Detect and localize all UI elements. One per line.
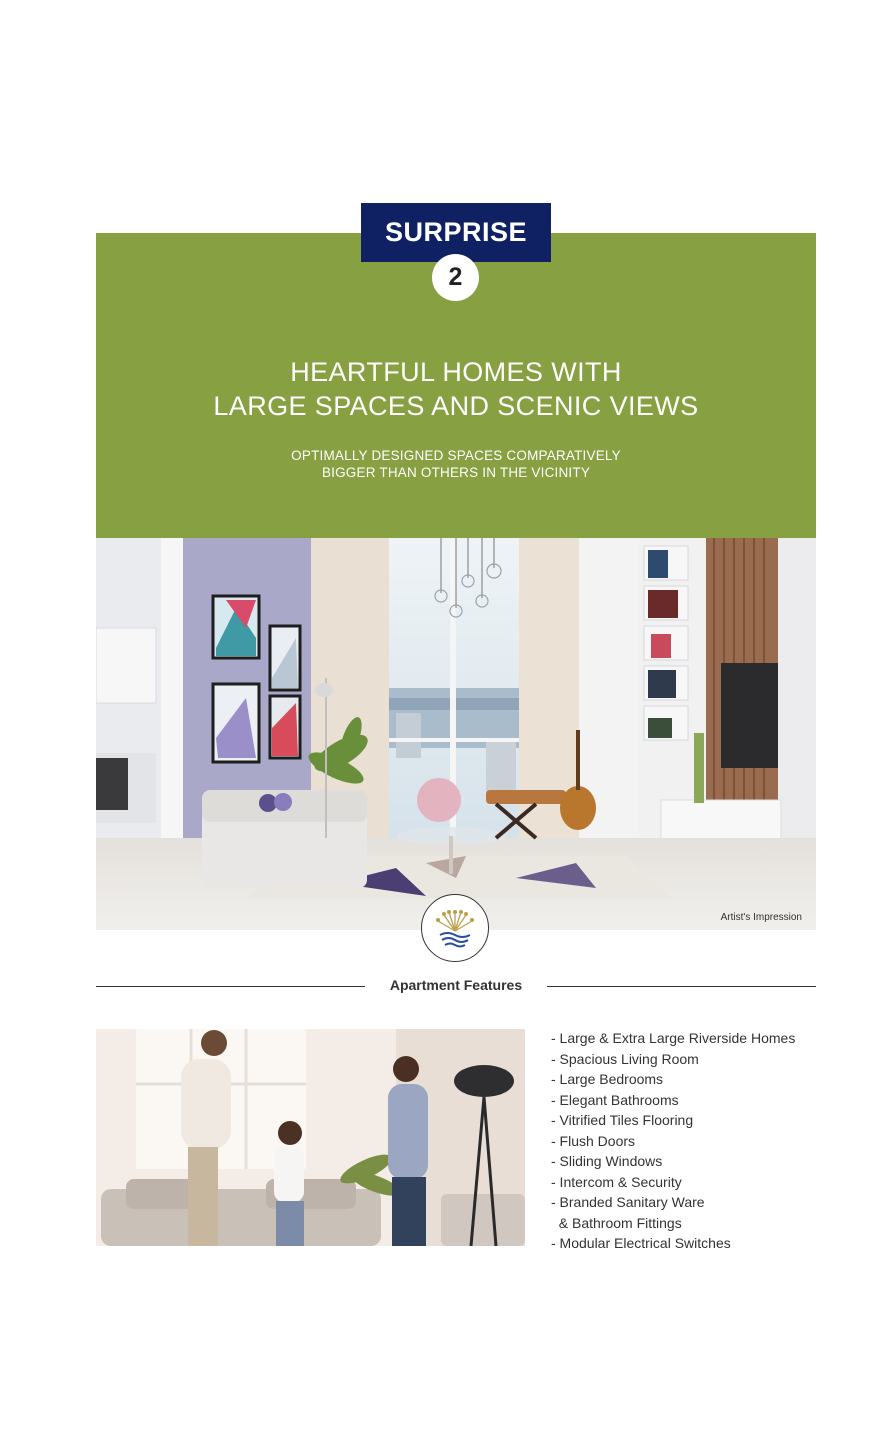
subheadline-line-2: BIGGER THAN OTHERS IN THE VICINITY [321,465,591,480]
feature-item: - Large Bedrooms [551,1071,664,1087]
divider-left [96,986,365,987]
family-dancing-illustration [96,1029,525,1246]
feature-item: - Elegant Bathrooms [551,1091,679,1108]
artist-impression-caption: Artist's Impression [720,912,802,923]
family-photo [96,1029,525,1246]
feature-item: - Modular Electrical Switches [551,1235,731,1251]
subheadline-line-1: OPTIMALLY DESIGNED SPACES COMPARATIVELY [291,448,621,463]
headline-line-1: HEARTFUL HOMES WITH [290,357,622,387]
apartment-features-list [551,1028,831,1254]
feature-item: - Spacious Living Room [551,1050,699,1067]
apartment-features-title: Apartment Features [389,977,523,993]
headline [96,355,816,423]
feature-item: - Intercom & Security [551,1173,682,1190]
feature-item: - Vitrified Tiles Flooring [551,1112,694,1128]
brand-logo [421,894,489,962]
feature-item: & Bathroom Fittings [551,1214,682,1231]
feature-item: - Large & Extra Large Riverside Homes [551,1030,796,1046]
living-room-photo [96,538,816,930]
tree-river-logo-icon [430,905,480,951]
feature-item: - Sliding Windows [551,1153,663,1169]
living-room-illustration [96,538,816,930]
feature-item: - Flush Doors [551,1132,636,1149]
surprise-number-circle [432,254,479,301]
surprise-number: 2 [448,263,463,291]
subheadline [96,447,816,481]
headline-line-2: LARGE SPACES AND SCENIC VIEWS [213,391,699,421]
divider-right [547,986,816,987]
surprise-badge-label: SURPRISE [384,217,528,247]
feature-item: - Branded Sanitary Ware [551,1194,705,1210]
